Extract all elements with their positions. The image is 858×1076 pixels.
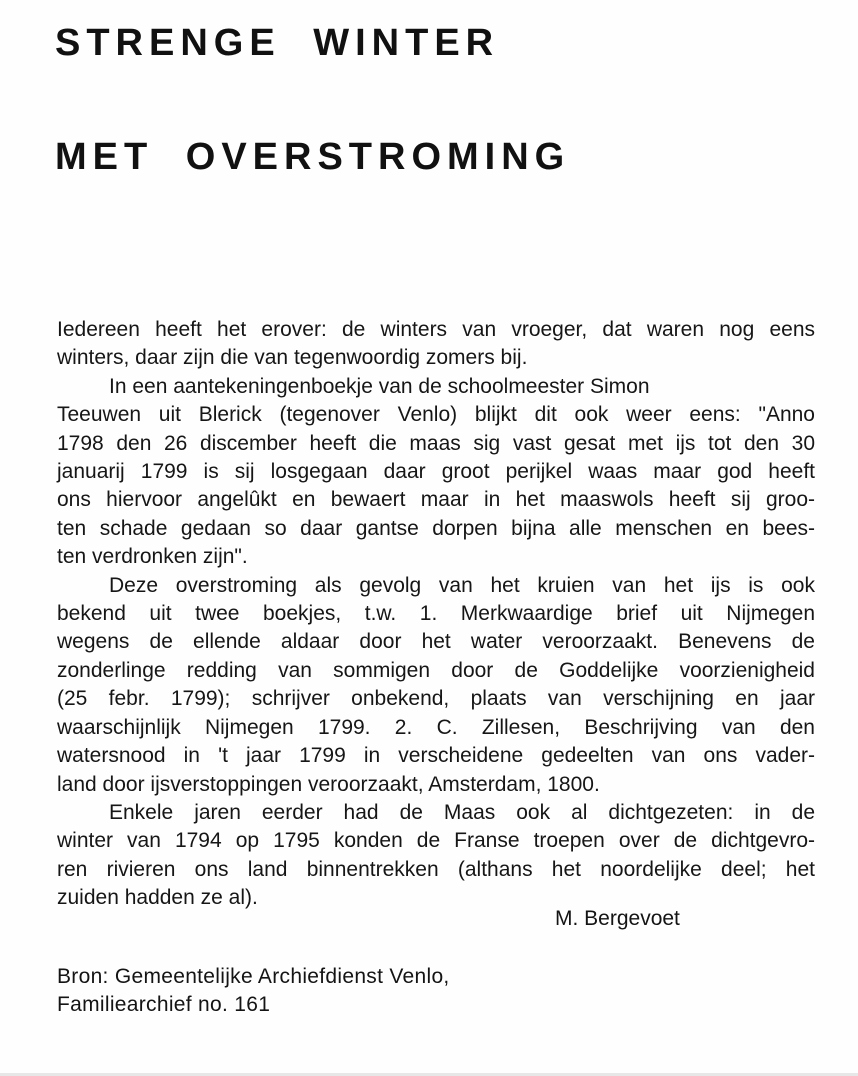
text-line: waarschijnlijk Nijmegen 1799. 2. C. Zillesen, Beschrijving van den <box>57 715 815 739</box>
text-line: Deze overstroming als gevolg van het kruien van het ijs is ook <box>109 573 815 597</box>
text-line: (25 febr. 1799); schrijver onbekend, plaats van verschijning en jaar <box>57 687 815 711</box>
text-line: 1798 den 26 discember heeft die maas sig vast gesat met ijs tot den 30 <box>57 431 815 455</box>
text-line: Iedereen heeft het erover: de winters van vroeger, dat waren nog eens <box>57 318 815 341</box>
source-line-2: Familiearchief no. 161 <box>57 993 271 1017</box>
text-line: Enkele jaren eerder had de Maas ook al dichtgezeten: in de <box>109 800 815 824</box>
text-line: watersnood in 't jaar 1799 in verscheidene gedeelten van ons vader- <box>57 744 815 768</box>
text-line: winters, daar zijn die van tegenwoordig zomers bij. <box>57 346 528 370</box>
text-line: land door ijsverstoppingen veroorzaakt, Amsterdam, 1800. <box>57 772 600 796</box>
text-line: wegens de ellende aldaar door het water veroorzaakt. Benevens de <box>57 630 815 654</box>
text-line: ons hiervoor angelûkt en bewaert maar in het maaswols heeft sij groo- <box>57 488 815 512</box>
source-line-1: Bron: Gemeentelijke Archiefdienst Venlo, <box>57 965 450 988</box>
text-line: In een aantekeningenboekje van de schoolmeester Simon <box>109 374 650 398</box>
text-line: zonderlinge redding van sommigen door de Goddelijke voorzienigheid <box>57 658 815 682</box>
text-line: winter van 1794 op 1795 konden de Franse troepen over de dichtgevro- <box>57 829 815 853</box>
text-line: zuiden hadden ze al). <box>57 886 258 910</box>
document-title-line1: STRENGE WINTER <box>55 22 500 64</box>
text-line: januarij 1799 is sij losgegaan daar groot perijkel waas maar god heeft <box>57 460 815 484</box>
text-line: Teeuwen uit Blerick (tegenover Venlo) blijkt dit ook weer eens: "Anno <box>57 403 815 427</box>
author-signature: M. Bergevoet <box>555 907 680 930</box>
text-line: ten verdronken zijn". <box>57 545 248 569</box>
document-title-line2: MET OVERSTROMING <box>55 136 571 178</box>
text-line: ten schade gedaan so daar gantse dorpen bijna alle menschen en bees- <box>57 516 815 540</box>
text-line: ren rivieren ons land binnentrekken (althans het noordelijke deel; het <box>57 857 815 881</box>
body-text <box>57 316 815 913</box>
source-note <box>57 963 450 1020</box>
text-line: bekend uit twee boekjes, t.w. 1. Merkwaardige brief uit Nijmegen <box>57 602 815 626</box>
